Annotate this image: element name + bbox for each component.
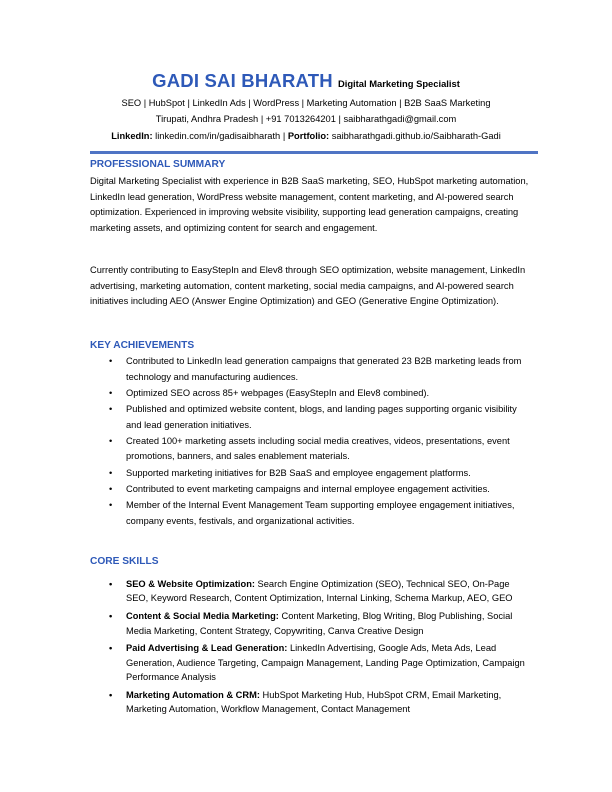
- name-line: [0, 70, 612, 95]
- summary-heading: PROFESSIONAL SUMMARY: [90, 159, 226, 170]
- bullet-icon: •: [109, 387, 113, 398]
- resume-header: [0, 70, 612, 144]
- skill-category: Marketing Automation & CRM:: [126, 690, 260, 701]
- bullet-icon: •: [109, 435, 113, 446]
- bullet-icon: •: [109, 499, 113, 510]
- achievements-list: [109, 354, 526, 530]
- bullet-icon: •: [109, 690, 113, 701]
- skill-text: Content Marketing, Blog Writing, Blog Publishing, Social Media Marketing, Content Strategy, Copywriting, Canva Creative Design: [126, 611, 513, 636]
- skills-list: [109, 577, 526, 720]
- bullet-icon: •: [109, 467, 113, 478]
- list-item: [109, 434, 526, 465]
- skill-category: Paid Advertising & Lead Generation:: [126, 643, 288, 654]
- list-item: [109, 386, 526, 402]
- contact-line: Tirupati, Andhra Pradesh | +91 7013264201 | saibharathgadi@gmail.com: [155, 114, 457, 125]
- skill-text: Search Engine Optimization (SEO), Technical SEO, On-Page SEO, Keyword Research, Content Optimization, Internal Linking, Schema Markup, AEO, GEO: [126, 579, 513, 604]
- header-divider: [90, 151, 538, 154]
- summary-paragraph-2: Currently contributing to EasyStepIn and Elev8 through SEO optimization, website management, LinkedIn advertising, marketing automation, content marketing, social media campaigns, and AI-powered search initiatives including AEO (Answer Engine Optimization) and GEO (Generative Engine Optimization).: [90, 265, 526, 307]
- list-item: [109, 466, 526, 482]
- linkedin-label: LinkedIn:: [111, 130, 153, 141]
- bullet-icon: •: [109, 483, 113, 494]
- summary-paragraph-1: Digital Marketing Specialist with experience in B2B SaaS marketing, SEO, HubSpot marketing automation, LinkedIn lead generation, WordPress website management, content marketing, and AI-powered search optimization. Experienced in improving website visibility, supporting lead generation campaigns, creating marketing assets, and optimizing content for search and engagement.: [90, 176, 529, 233]
- skill-category: SEO & Website Optimization:: [126, 579, 255, 589]
- achievement-text: Created 100+ marketing assets including social media creatives, videos, presentations, event promotions, banners, and sales enablement materials.: [126, 435, 510, 462]
- candidate-name: GADI SAI BHARATH: [152, 70, 333, 91]
- linkedin-link[interactable]: linkedin.com/in/gadisaibharath: [155, 130, 281, 141]
- list-item: [109, 641, 526, 684]
- bullet-icon: •: [109, 356, 113, 366]
- achievement-text: Contributed to event marketing campaigns and internal employee engagement activities.: [126, 483, 490, 494]
- achievement-text: Optimized SEO across 85+ webpages (EasyStepIn and Elev8 combined).: [126, 387, 430, 398]
- list-item: [109, 577, 526, 606]
- skill-text: HubSpot Marketing Hub, HubSpot CRM, Email Marketing, Marketing Automation, Workflow Management, Contact Management: [126, 690, 502, 715]
- bullet-icon: •: [109, 403, 113, 414]
- skill-category: Content & Social Media Marketing:: [126, 611, 279, 622]
- skills-heading: CORE SKILLS: [90, 556, 159, 567]
- job-title: Digital Marketing Specialist: [337, 78, 460, 89]
- portfolio-label: Portfolio:: [287, 130, 330, 141]
- list-item: [109, 688, 526, 717]
- bullet-icon: •: [109, 611, 113, 622]
- achievement-text: Supported marketing initiatives for B2B SaaS and employee engagement platforms.: [126, 467, 471, 478]
- bullet-icon: •: [109, 579, 113, 589]
- achievements-heading: KEY ACHIEVEMENTS: [90, 340, 195, 351]
- achievement-text: Published and optimized website content, blogs, and landing pages supporting organic visibility and lead generation initiatives.: [126, 403, 517, 430]
- achievement-text: Contributed to LinkedIn lead generation campaigns that generated 23 B2B marketing leads from technology and manufacturing audiences.: [126, 356, 522, 382]
- list-item: [109, 498, 526, 529]
- achievement-text: Member of the Internal Event Management Team supporting employee engagement initiatives, company events, festivals, and organizational activities.: [126, 499, 515, 526]
- portfolio-link[interactable]: saibharathgadi.github.io/Saibharath-Gadi: [331, 130, 501, 141]
- skill-text: LinkedIn Advertising, Google Ads, Meta Ads, Lead Generation, Audience Targeting, Campaign Management, Landing Page Optimization, Campaign Performance Analysis: [126, 643, 525, 683]
- list-item: [109, 609, 526, 638]
- list-item: [109, 354, 526, 385]
- bullet-icon: •: [109, 643, 113, 654]
- links-line: [0, 128, 612, 144]
- links-separator: |: [282, 130, 286, 141]
- list-item: [109, 402, 526, 433]
- list-item: [109, 482, 526, 498]
- keywords-line: SEO | HubSpot | LinkedIn Ads | WordPress | Marketing Automation | B2B SaaS Marketing: [121, 98, 491, 108]
